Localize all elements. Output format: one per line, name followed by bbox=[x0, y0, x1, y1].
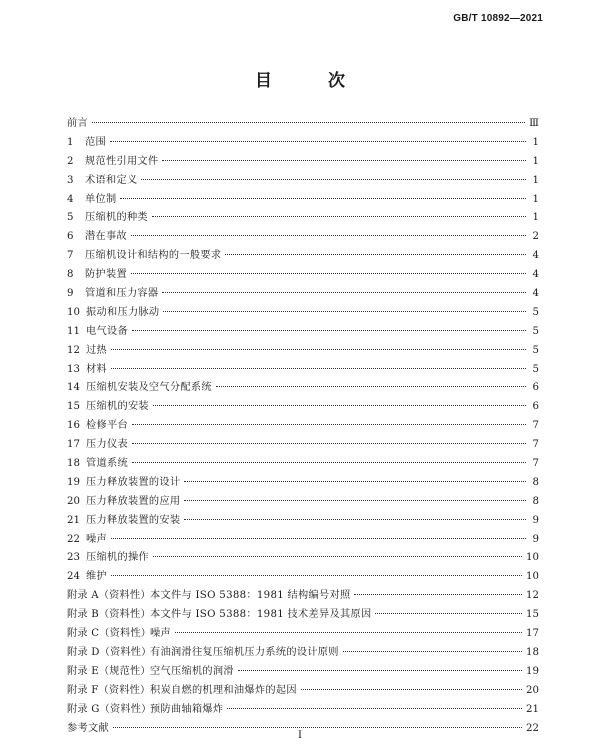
toc-entry-label: 压力释放装置的应用 bbox=[86, 495, 181, 507]
toc-entry-number: 22 bbox=[67, 533, 80, 545]
toc-entry-page: 9 bbox=[532, 533, 539, 545]
toc-dot-leader bbox=[184, 490, 526, 501]
toc-entry-page: 4 bbox=[532, 288, 539, 300]
toc-dot-leader bbox=[216, 376, 526, 387]
toc-entry-label: 振动和压力脉动 bbox=[86, 306, 160, 318]
toc-entry-label: 术语和定义 bbox=[85, 174, 138, 186]
toc-dot-leader bbox=[111, 339, 526, 350]
toc-dot-leader bbox=[111, 358, 526, 369]
toc-entry-page: 1 bbox=[532, 155, 539, 167]
toc-annex-prefix: 附录 C（资料性） bbox=[67, 628, 152, 640]
toc-dot-leader bbox=[111, 565, 522, 576]
toc-entry-number: 16 bbox=[67, 420, 80, 432]
toc-entry-page: 5 bbox=[532, 306, 539, 318]
toc-entry-label: 检修平台 bbox=[86, 420, 128, 432]
toc-entry-label: 压缩机安装及空气分配系统 bbox=[86, 382, 212, 394]
footer-page-number: Ⅰ bbox=[298, 730, 302, 741]
toc-entry-page: 7 bbox=[532, 439, 539, 451]
toc-entry-page: 8 bbox=[532, 495, 539, 507]
toc-entry-label: 噪声 bbox=[86, 533, 107, 545]
toc-entry-label: 压力仪表 bbox=[86, 439, 128, 451]
toc-entry-label: 参考文献 bbox=[67, 722, 109, 734]
toc-entry-page: 7 bbox=[532, 458, 539, 470]
toc-entry-page: 21 bbox=[526, 703, 539, 715]
toc-annex-prefix: 附录 B（资料性） bbox=[67, 609, 151, 621]
toc-dot-leader bbox=[153, 546, 522, 557]
toc-entry-number: 20 bbox=[67, 495, 80, 507]
toc-annex-prefix: 附录 E（规范性） bbox=[67, 665, 151, 677]
toc-entry-label: 前言 bbox=[67, 118, 88, 129]
toc-entry-label: 压缩机设计和结构的一般要求 bbox=[85, 250, 222, 262]
toc-dot-leader bbox=[225, 244, 526, 255]
toc-entry-page: 2 bbox=[532, 231, 539, 243]
toc-entry-page: 10 bbox=[526, 552, 539, 564]
toc-entry-number: 12 bbox=[67, 344, 80, 356]
toc-entry-page: 5 bbox=[532, 363, 539, 375]
toc-entry-label: 范围 bbox=[85, 136, 106, 148]
toc-entry-page: 6 bbox=[532, 401, 539, 413]
toc-dot-leader bbox=[132, 414, 526, 425]
toc-entry-label: 压力释放装置的设计 bbox=[86, 476, 181, 488]
toc-entry-number: 8 bbox=[67, 269, 74, 281]
toc-annex-prefix: 附录 G（资料性） bbox=[67, 703, 152, 715]
toc-dot-leader bbox=[110, 131, 526, 142]
toc-dot-leader bbox=[354, 584, 522, 595]
toc-entry-label: 维护 bbox=[86, 571, 107, 583]
toc-entry-page: 1 bbox=[532, 193, 539, 205]
toc-entry-page: 5 bbox=[532, 325, 539, 337]
toc-entry-number: 21 bbox=[67, 514, 80, 526]
toc-entry-page: 17 bbox=[526, 628, 539, 640]
toc-entry-number: 4 bbox=[67, 193, 74, 205]
toc-dot-leader bbox=[131, 263, 526, 274]
toc-entry-page: 20 bbox=[526, 684, 539, 696]
toc-entry-label: 材料 bbox=[86, 363, 107, 375]
toc-entry-number: 1 bbox=[67, 136, 74, 148]
toc-entry-label: 潜在事故 bbox=[85, 231, 127, 243]
toc-dot-leader bbox=[162, 150, 526, 161]
toc-entry-page: 7 bbox=[532, 420, 539, 432]
toc-dot-leader bbox=[375, 603, 522, 614]
toc-entry-label: 本文件与 ISO 5388：1981 结构编号对照 bbox=[150, 590, 351, 602]
toc-dot-leader bbox=[227, 698, 522, 709]
toc-entry-label: 有油润滑往复压缩机压力系统的设计原则 bbox=[150, 646, 339, 658]
toc-entry-number: 2 bbox=[67, 155, 74, 167]
toc-dot-leader bbox=[153, 395, 526, 406]
toc-entry-page: 12 bbox=[526, 590, 539, 602]
toc-annex-prefix: 附录 A（资料性） bbox=[67, 590, 151, 602]
toc-entry-page: 22 bbox=[526, 722, 539, 734]
toc-dot-leader bbox=[120, 188, 526, 199]
toc-entry-label: 空气压缩机的润滑 bbox=[150, 665, 234, 677]
standard-code: GB/T 10892—2021 bbox=[453, 13, 543, 24]
toc-entry-label: 噪声 bbox=[150, 628, 171, 640]
toc-entry-number: 14 bbox=[67, 382, 80, 394]
toc-entry-label: 压缩机的操作 bbox=[86, 552, 149, 564]
toc-entry-page: 15 bbox=[526, 609, 539, 621]
toc-annex-prefix: 附录 F（资料性） bbox=[67, 684, 151, 696]
toc-dot-leader bbox=[162, 282, 526, 293]
toc-entry-number: 6 bbox=[67, 231, 74, 243]
toc-dot-leader bbox=[141, 169, 526, 180]
toc-entry-label: 本文件与 ISO 5388：1981 技术差异及其原因 bbox=[150, 609, 372, 621]
toc-entry-number: 18 bbox=[67, 458, 80, 470]
toc-dot-leader bbox=[132, 320, 526, 331]
toc-entry-number: 7 bbox=[67, 250, 74, 262]
toc-entry-label: 压力释放装置的安装 bbox=[86, 514, 181, 526]
toc-entry-page: 6 bbox=[532, 382, 539, 394]
toc-entry-number: 15 bbox=[67, 401, 80, 413]
toc-entry-page: 4 bbox=[532, 269, 539, 281]
toc-entry-page: Ⅲ bbox=[529, 118, 539, 129]
toc-entry-number: 9 bbox=[67, 288, 74, 300]
toc-entry-label: 压缩机的种类 bbox=[85, 212, 148, 224]
toc-entry-page: 10 bbox=[526, 571, 539, 583]
toc-dot-leader bbox=[132, 433, 526, 444]
toc-dot-leader bbox=[184, 509, 526, 520]
toc-dot-leader bbox=[175, 622, 522, 633]
toc-entry-page: 4 bbox=[532, 250, 539, 262]
toc-entry-number: 19 bbox=[67, 476, 80, 488]
toc-dot-leader bbox=[113, 717, 522, 728]
toc-entry-page: 1 bbox=[532, 212, 539, 224]
toc-entry-page: 18 bbox=[526, 646, 539, 658]
toc-entry-label: 管道和压力容器 bbox=[85, 288, 159, 300]
toc-dot-leader bbox=[111, 528, 526, 539]
toc-entry-label: 防护装置 bbox=[85, 269, 127, 281]
toc-entry-label: 积炭自燃的机理和油爆炸的起因 bbox=[150, 684, 297, 696]
toc-entry-number: 3 bbox=[67, 174, 74, 186]
toc-entry-number: 17 bbox=[67, 439, 80, 451]
toc-entry-number: 5 bbox=[67, 212, 74, 224]
toc-dot-leader bbox=[131, 225, 526, 236]
toc-entry-number: 24 bbox=[67, 571, 80, 583]
toc-entry-page: 9 bbox=[532, 514, 539, 526]
toc-dot-leader bbox=[184, 471, 526, 482]
toc-entry-number: 11 bbox=[67, 325, 80, 337]
toc-entry-page: 19 bbox=[526, 665, 539, 677]
toc-dot-leader bbox=[132, 452, 526, 463]
toc-entry-label: 预防曲轴箱爆炸 bbox=[150, 703, 224, 715]
toc-dot-leader bbox=[238, 660, 522, 671]
toc-dot-leader bbox=[92, 112, 525, 123]
toc-entry-number: 13 bbox=[67, 363, 80, 375]
toc-entry-page: 8 bbox=[532, 476, 539, 488]
toc-entry-label: 管道系统 bbox=[86, 458, 128, 470]
toc-entry-label: 规范性引用文件 bbox=[85, 155, 159, 167]
toc-entry-label: 压缩机的安装 bbox=[86, 401, 149, 413]
page-title: 目 次 bbox=[255, 71, 370, 91]
toc-dot-leader bbox=[152, 206, 526, 217]
toc-entry-label: 电气设备 bbox=[86, 325, 128, 337]
toc-dot-leader bbox=[163, 301, 526, 312]
toc-entry-page: 1 bbox=[532, 174, 539, 186]
toc-entry-page: 5 bbox=[532, 344, 539, 356]
toc-dot-leader bbox=[301, 679, 522, 690]
toc-dot-leader bbox=[343, 641, 522, 652]
toc-annex-prefix: 附录 D（资料性） bbox=[67, 646, 152, 658]
toc-entry-page: 1 bbox=[532, 136, 539, 148]
table-of-contents bbox=[67, 115, 539, 738]
toc-entry-number: 10 bbox=[67, 306, 80, 318]
toc-entry-label: 单位制 bbox=[85, 193, 117, 205]
toc-entry-number: 23 bbox=[67, 552, 80, 564]
toc-entry-label: 过热 bbox=[86, 344, 107, 356]
